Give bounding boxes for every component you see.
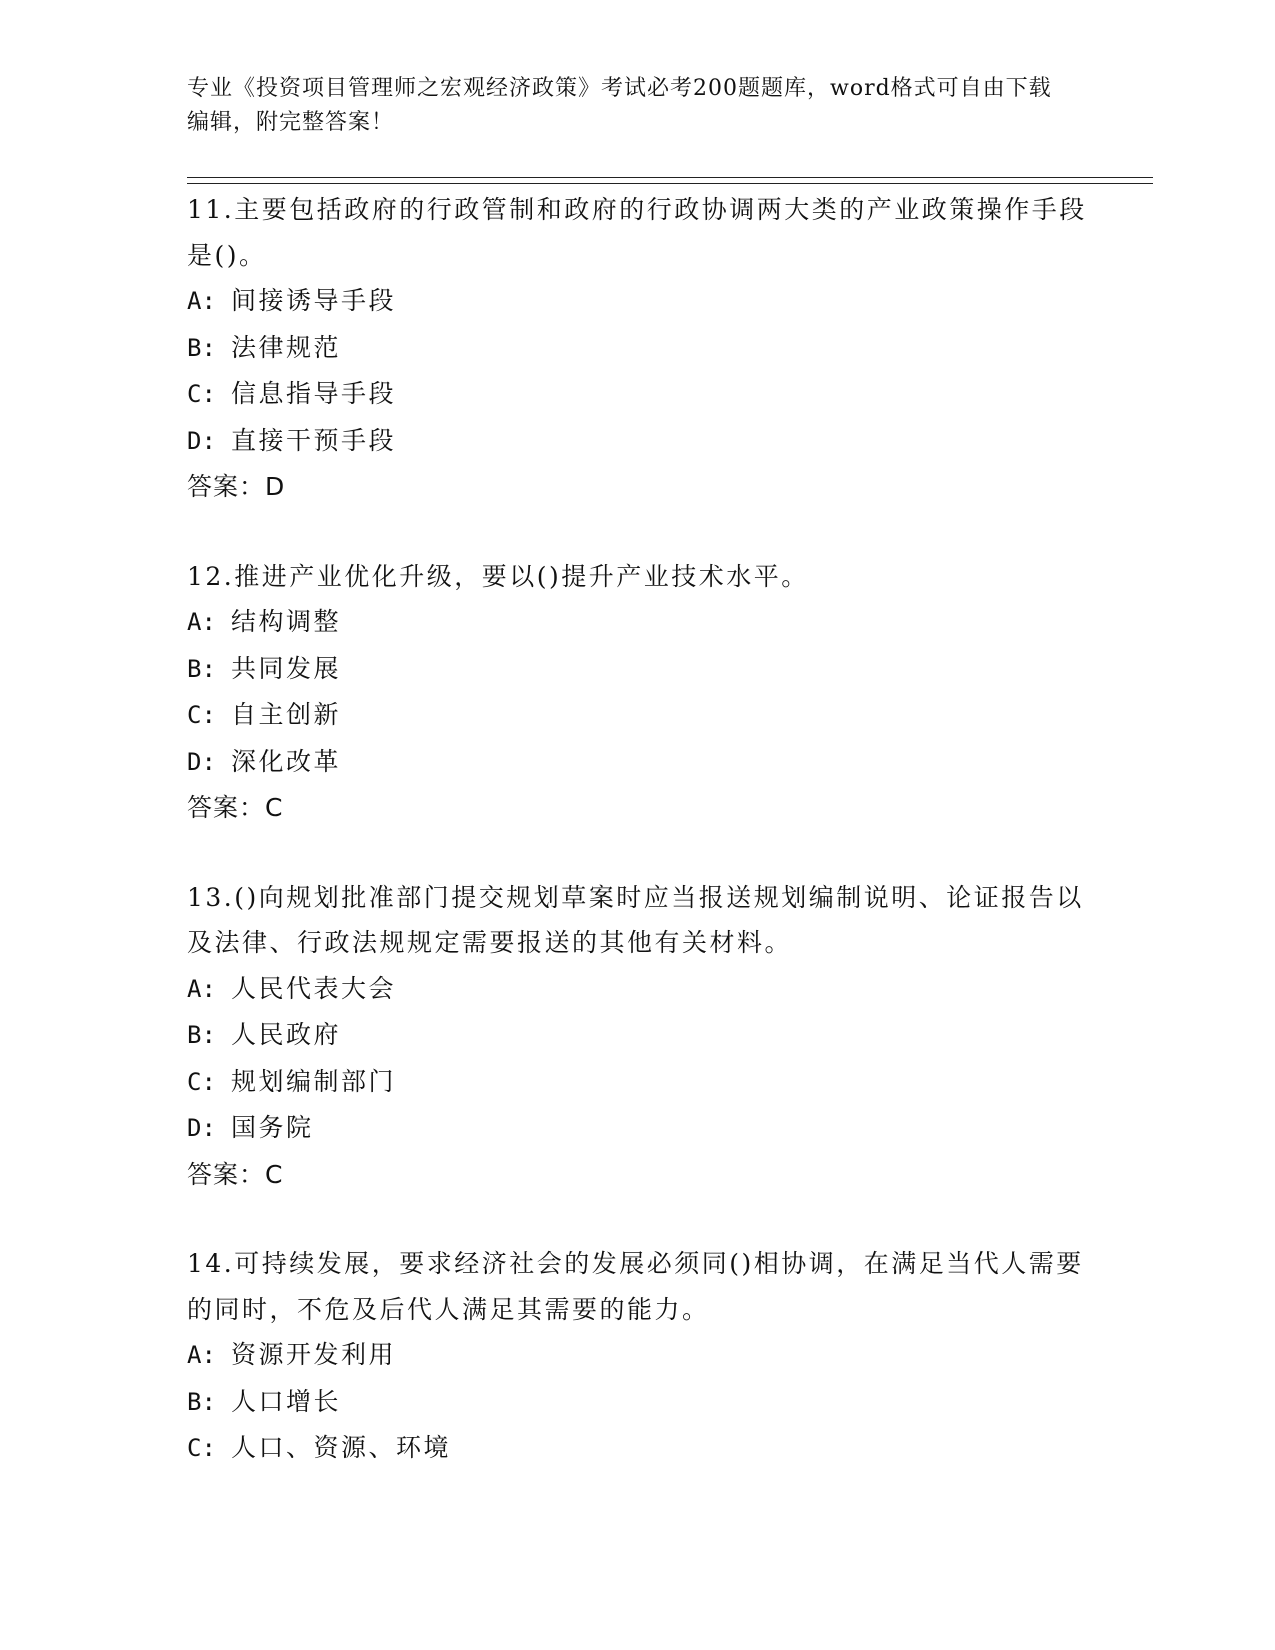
option-letter: B: xyxy=(187,1021,216,1049)
question-13 xyxy=(187,875,1087,1198)
option-letter: B: xyxy=(187,333,216,362)
option-b xyxy=(187,646,1087,693)
option-c xyxy=(187,692,1087,739)
option-d xyxy=(187,739,1087,786)
option-letter: A: xyxy=(187,287,216,315)
header-divider-top xyxy=(187,177,1153,178)
option-letter: B: xyxy=(187,654,216,683)
option-text: 人口、资源、环境 xyxy=(231,1433,452,1462)
question-stem: 11.主要包括政府的行政管制和政府的行政协调两大类的产业政策操作手段是()。 xyxy=(187,195,1087,270)
option-a xyxy=(187,278,1087,325)
option-text: 深化改革 xyxy=(231,746,342,776)
option-text: 人民代表大会 xyxy=(231,973,397,1003)
option-letter: C: xyxy=(187,701,216,729)
option-letter: D: xyxy=(187,1114,216,1142)
option-b xyxy=(187,1379,1087,1426)
option-text: 人口增长 xyxy=(231,1386,342,1416)
option-letter: A: xyxy=(187,608,216,636)
option-text: 结构调整 xyxy=(231,607,342,636)
option-text: 规划编制部门 xyxy=(231,1066,397,1096)
option-letter: B: xyxy=(187,1387,216,1416)
question-stem: 13.()向规划批准部门提交规划草案时应当报送规划编制说明、论证报告以及法律、行政法规规定需要报送的其他有关材料。 xyxy=(187,882,1084,957)
option-letter: C: xyxy=(187,380,216,408)
answer-key: 答案：D xyxy=(187,472,286,501)
question-stem: 14.可持续发展，要求经济社会的发展必须同()相协调，在满足当代人需要的同时，不危及后代人满足其需要的能力。 xyxy=(187,1249,1084,1324)
option-text: 信息指导手段 xyxy=(231,379,397,408)
option-b xyxy=(187,325,1087,372)
document-intro: 专业《投资项目管理师之宏观经济政策》考试必考200题题库，word格式可自由下载编辑，附完整答案！ xyxy=(187,76,1052,135)
question-stem: 12.推进产业优化升级，要以()提升产业技术水平。 xyxy=(187,561,809,591)
option-c xyxy=(187,1425,1087,1472)
option-letter: C: xyxy=(187,1434,216,1462)
option-c xyxy=(187,371,1087,418)
question-14 xyxy=(187,1241,1087,1472)
header-divider-bottom xyxy=(187,183,1153,184)
option-a xyxy=(187,599,1087,646)
option-letter: A: xyxy=(187,974,216,1003)
answer-key: 答案：C xyxy=(187,793,284,822)
option-letter: D: xyxy=(187,426,216,455)
option-letter: D: xyxy=(187,747,216,776)
option-text: 国务院 xyxy=(231,1113,314,1142)
option-d xyxy=(187,1105,1087,1152)
answer-key: 答案：C xyxy=(187,1159,284,1189)
question-list xyxy=(187,187,1087,1516)
question-12 xyxy=(187,554,1087,831)
option-text: 资源开发利用 xyxy=(231,1340,397,1369)
option-a xyxy=(187,966,1087,1013)
option-d xyxy=(187,418,1087,465)
option-b xyxy=(187,1012,1087,1059)
option-a xyxy=(187,1332,1087,1379)
option-letter: A: xyxy=(187,1341,216,1369)
option-text: 自主创新 xyxy=(231,700,342,729)
option-text: 直接干预手段 xyxy=(231,425,397,455)
option-text: 共同发展 xyxy=(231,653,342,683)
option-c xyxy=(187,1059,1087,1106)
question-11 xyxy=(187,187,1087,510)
option-letter: C: xyxy=(187,1067,216,1096)
option-text: 法律规范 xyxy=(231,332,342,362)
option-text: 人民政府 xyxy=(231,1020,342,1049)
option-text: 间接诱导手段 xyxy=(231,286,397,315)
